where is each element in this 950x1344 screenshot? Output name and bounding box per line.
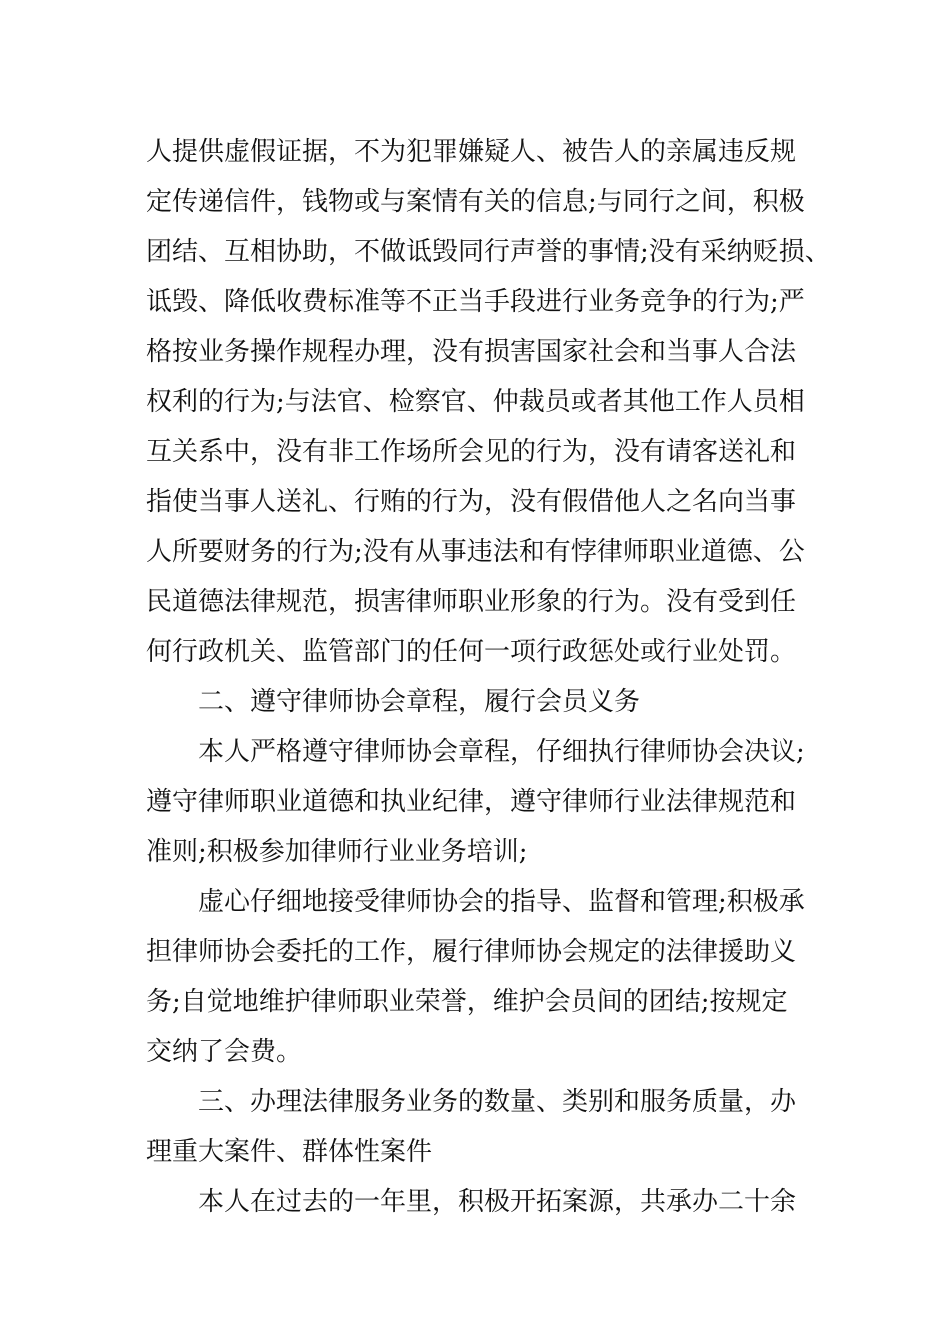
paragraph-start: 本人在过去的一年里，积极开拓案源，共承办二十余 bbox=[198, 1187, 797, 1217]
text-line: 遵守律师职业道德和执业纪律，遵守律师行业法律规范和 bbox=[146, 787, 797, 817]
text-line: 格按业务操作规程办理，没有损害国家社会和当事人合法 bbox=[146, 337, 797, 367]
paragraph-start: 本人严格遵守律师协会章程，仔细执行律师协会决议; bbox=[198, 737, 805, 767]
text-line: 定传递信件，钱物或与案情有关的信息;与同行之间，积极 bbox=[146, 187, 805, 217]
text-line: 互关系中，没有非工作场所会见的行为，没有请客送礼和 bbox=[146, 437, 797, 467]
text-line: 务;自觉地维护律师职业荣誉，维护会员间的团结;按规定 bbox=[146, 987, 788, 1017]
text-line: 权利的行为;与法官、检察官、仲裁员或者其他工作人员相 bbox=[146, 387, 805, 417]
section-heading: 二、遵守律师协会章程，履行会员义务 bbox=[198, 687, 641, 717]
text-line: 人所要财务的行为;没有从事违法和有悖律师职业道德、公 bbox=[146, 537, 805, 567]
section-heading: 三、办理法律服务业务的数量、类别和服务质量，办 bbox=[198, 1087, 797, 1117]
section-heading-continued: 理重大案件、群体性案件 bbox=[146, 1137, 433, 1167]
paragraph-start: 虚心仔细地接受律师协会的指导、监督和管理;积极承 bbox=[198, 887, 805, 917]
document-body bbox=[146, 127, 831, 1227]
text-line: 担律师协会委托的工作，履行律师协会规定的法律援助义 bbox=[146, 937, 797, 967]
text-line: 准则;积极参加律师行业业务培训; bbox=[146, 837, 528, 867]
text-line: 何行政机关、监管部门的任何一项行政惩处或行业处罚。 bbox=[146, 637, 797, 667]
text-line: 诋毁、降低收费标准等不正当手段进行业务竞争的行为;严 bbox=[146, 287, 805, 317]
text-line: 指使当事人送礼、行贿的行为，没有假借他人之名向当事 bbox=[146, 487, 797, 517]
text-line: 团结、互相协助，不做诋毁同行声誉的事情;没有采纳贬损、 bbox=[146, 237, 831, 267]
text-line: 民道德法律规范，损害律师职业形象的行为。没有受到任 bbox=[146, 587, 797, 617]
text-line: 交纳了会费。 bbox=[146, 1037, 303, 1067]
text-line: 人提供虚假证据，不为犯罪嫌疑人、被告人的亲属违反规 bbox=[146, 137, 797, 167]
